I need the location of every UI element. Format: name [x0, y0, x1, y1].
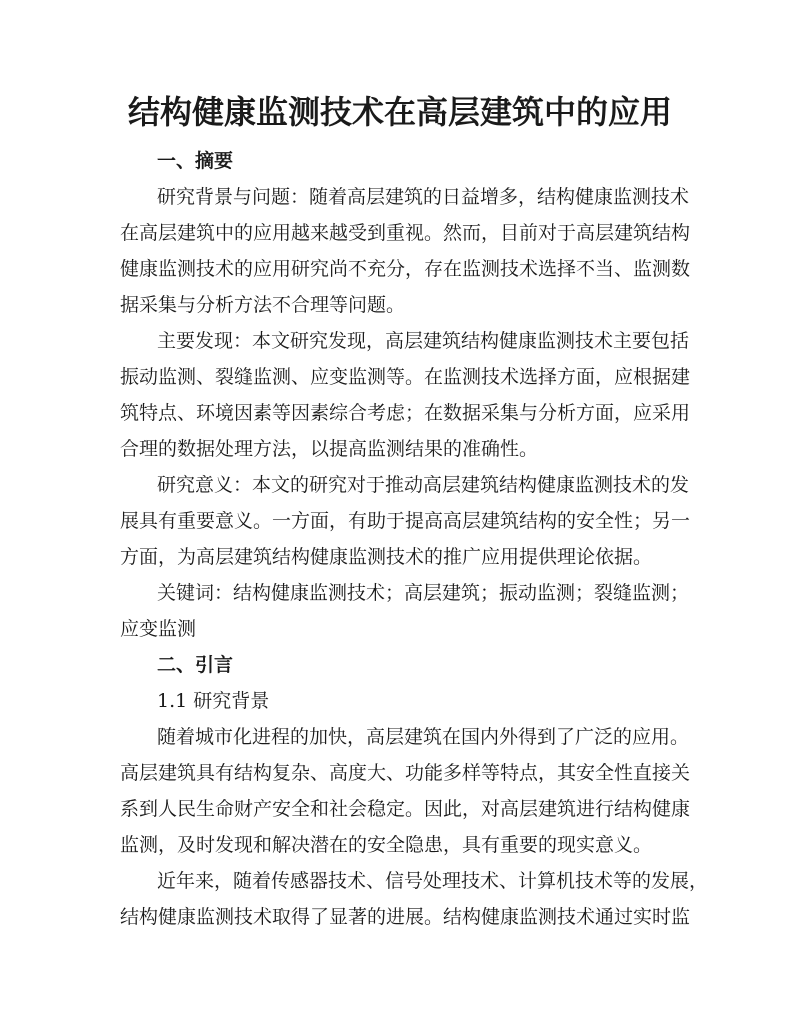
document-title: 结构健康监测技术在高层建筑中的应用: [127, 93, 672, 131]
paragraph-line: 随着城市化进程的加快，高层建筑在国内外得到了广泛的应用。: [157, 726, 690, 748]
paragraph-line: 主要发现：本文研究发现，高层建筑结构健康监测技术主要包括: [157, 330, 690, 352]
section-heading-abstract: 一、摘要: [157, 150, 234, 172]
paragraph-line: 据采集与分析方法不合理等问题。: [120, 294, 406, 316]
paragraph-line: 方面，为高层建筑结构健康监测技术的推广应用提供理论依据。: [120, 546, 653, 568]
paragraph-line: 筑特点、环境因素等因素综合考虑；在数据采集与分析方面，应采用: [120, 402, 691, 424]
keywords-line: 关键词：结构健康监测技术；高层建筑；振动监测；裂缝监测；: [157, 582, 690, 604]
section-heading-introduction: 二、引言: [157, 654, 234, 676]
paragraph-line: 合理的数据处理方法，以提高监测结果的准确性。: [120, 438, 539, 460]
paragraph-line: 系到人民生命财产安全和社会稳定。因此，对高层建筑进行结构健康: [120, 798, 691, 820]
paragraph-line: 监测，及时发现和解决潜在的安全隐患，具有重要的现实意义。: [120, 834, 653, 856]
paragraph-line: 在高层建筑中的应用越来越受到重视。然而，目前对于高层建筑结构: [120, 222, 691, 244]
paragraph-line: 近年来，随着传感器技术、信号处理技术、计算机技术等的发展，: [157, 870, 709, 892]
subsection-heading-background: 1.1 研究背景: [157, 690, 270, 712]
paragraph-line: 健康监测技术的应用研究尚不充分，存在监测技术选择不当、监测数: [120, 258, 691, 280]
paragraph-line: 高层建筑具有结构复杂、高度大、功能多样等特点，其安全性直接关: [120, 762, 691, 784]
paragraph-line: 研究意义：本文的研究对于推动高层建筑结构健康监测技术的发: [157, 474, 690, 496]
paragraph-line: 振动监测、裂缝监测、应变监测等。在监测技术选择方面，应根据建: [120, 366, 691, 388]
paragraph-line: 研究背景与问题：随着高层建筑的日益增多，结构健康监测技术: [157, 186, 690, 208]
paragraph-line: 展具有重要意义。一方面，有助于提高高层建筑结构的安全性；另一: [120, 510, 691, 532]
keywords-line: 应变监测: [120, 618, 197, 640]
paragraph-line: 结构健康监测技术取得了显著的进展。结构健康监测技术通过实时监: [120, 906, 691, 928]
